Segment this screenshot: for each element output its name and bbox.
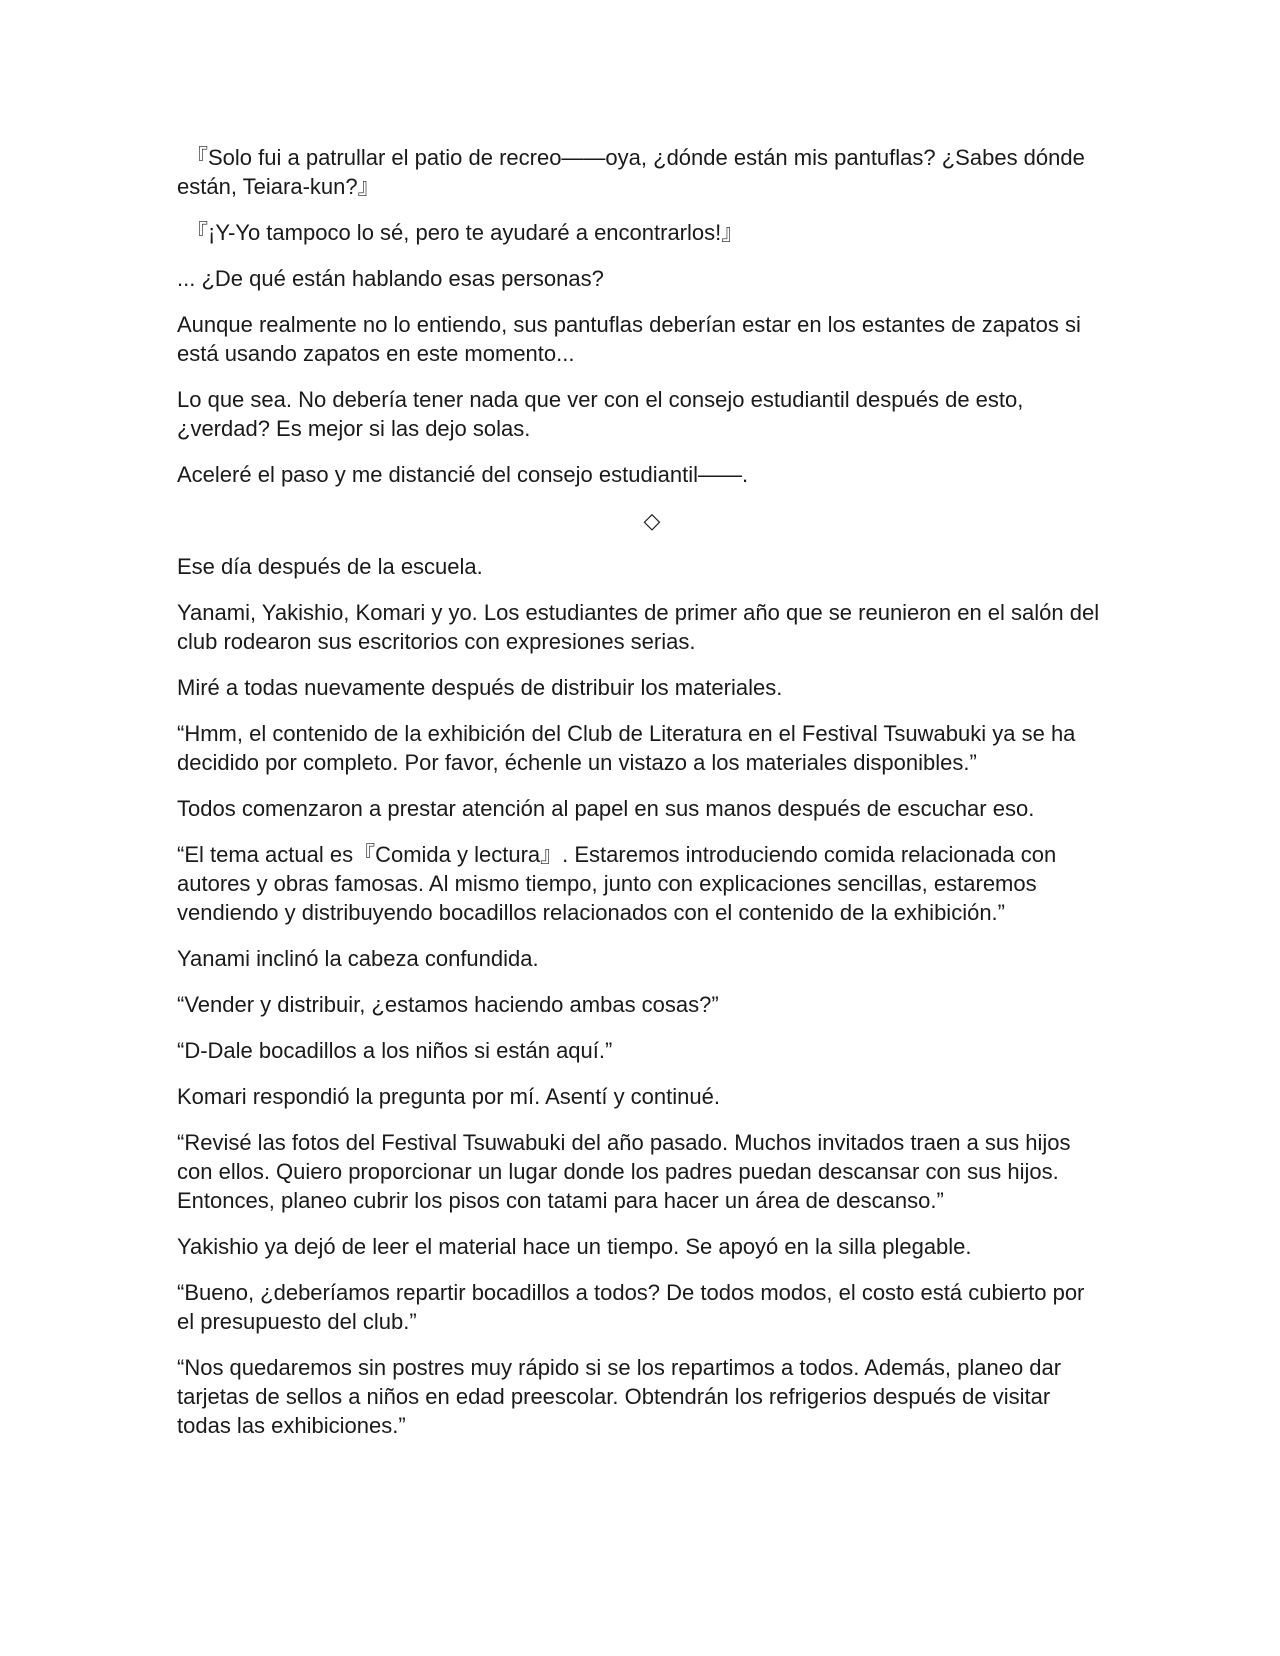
paragraph: Yanami, Yakishio, Komari y yo. Los estudiantes de primer año que se reunieron en el salón del club rodearon sus escritorios con expresiones serias. bbox=[177, 600, 1100, 654]
paragraph: Miré a todas nuevamente después de distribuir los materiales. bbox=[177, 675, 783, 700]
paragraph: 『¡Y-Yo tampoco lo sé, pero te ayudaré a encontrarlos!』 bbox=[186, 220, 744, 245]
scene-separator-icon: ◇ bbox=[643, 508, 661, 533]
paragraph: Ese día después de la escuela. bbox=[177, 554, 483, 579]
paragraph: 『Solo fui a patrullar el patio de recreo——oya, ¿dónde están mis pantuflas? ¿Sabes dónde están, Teiara-kun?』 bbox=[177, 145, 1085, 199]
paragraph: Yakishio ya dejó de leer el material hace un tiempo. Se apoyó en la silla plegable. bbox=[177, 1234, 972, 1259]
paragraph: Todos comenzaron a prestar atención al papel en sus manos después de escuchar eso. bbox=[177, 796, 1035, 821]
paragraph: “Vender y distribuir, ¿estamos haciendo ambas cosas?” bbox=[177, 992, 719, 1017]
paragraph: “Nos quedaremos sin postres muy rápido si se los repartimos a todos. Además, planeo dar tarjetas de sellos a niños en edad preescolar. Obtendrán los refrigerios después de visitar todas las exhibiciones.” bbox=[177, 1355, 1062, 1438]
paragraph: Komari respondió la pregunta por mí. Asentí y continué. bbox=[177, 1084, 720, 1109]
paragraph: Lo que sea. No debería tener nada que ver con el consejo estudiantil después de esto, ¿verdad? Es mejor si las dejo solas. bbox=[177, 387, 1024, 441]
paragraph: Aunque realmente no lo entiendo, sus pantuflas deberían estar en los estantes de zapatos si está usando zapatos en este momento... bbox=[177, 312, 1081, 366]
paragraph: “D-Dale bocadillos a los niños si están aquí.” bbox=[177, 1038, 613, 1063]
paragraph: “Bueno, ¿deberíamos repartir bocadillos a todos? De todos modos, el costo está cubierto por el presupuesto del club.” bbox=[177, 1280, 1085, 1334]
paragraph: Aceleré el paso y me distancié del consejo estudiantil——. bbox=[177, 462, 749, 487]
paragraph: Yanami inclinó la cabeza confundida. bbox=[177, 946, 539, 971]
document-body bbox=[177, 143, 1107, 1457]
paragraph: “El tema actual es『Comida y lectura』. Estaremos introduciendo comida relacionada con autores y obras famosas. Al mismo tiempo, junto con explicaciones sencillas, estaremos vendiendo y distribuyendo bocadillos relacionados con el contenido de la exhibición.” bbox=[177, 842, 1057, 925]
paragraph: “Hmm, el contenido de la exhibición del Club de Literatura en el Festival Tsuwabuki ya se ha decidido por completo. Por favor, échenle un vistazo a los materiales disponibles.” bbox=[177, 721, 1076, 775]
paragraph: “Revisé las fotos del Festival Tsuwabuki del año pasado. Muchos invitados traen a sus hijos con ellos. Quiero proporcionar un lugar donde los padres puedan descansar con sus hijos. Entonces, planeo cubrir los pisos con tatami para hacer un área de descanso.” bbox=[177, 1130, 1071, 1213]
paragraph: ... ¿De qué están hablando esas personas? bbox=[177, 266, 604, 291]
